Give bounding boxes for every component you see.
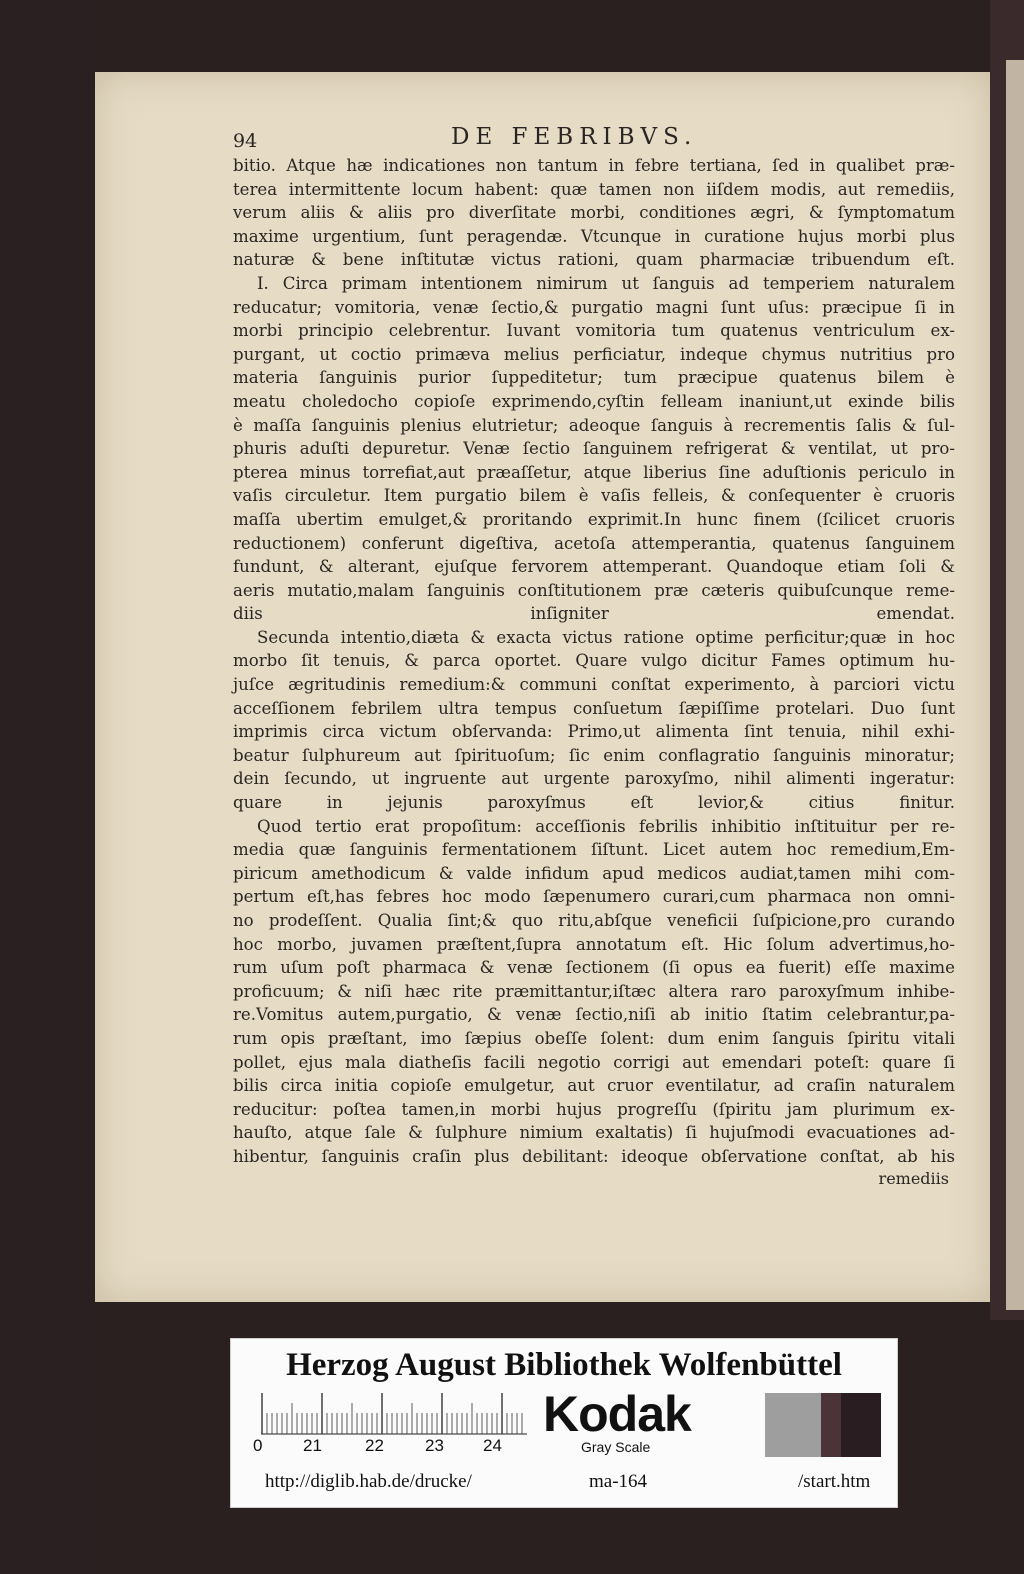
text-line: reducatur; vomitoria, venæ ſectio,& purgatio magni ſunt uſus: præcipue ſi in [233,297,955,317]
kodak-logo: Kodak [543,1386,691,1442]
text-line: hoc morbo, juvamen præſtent,ſupra annotatum eſt. Hic ſolum advertimus,ho- [233,934,955,954]
text-line: re.Vomitus autem,purgatio, & venæ ſectio,niſi ab initio ſtatim celebrantur,pa- [233,1005,955,1025]
text-line: pterea minus torrefiat,aut præaſſetur, atque liberius ſine aduſtionis periculo in [233,462,955,482]
text-line: Secunda intentio,diæta & exacta victus ratione optime perficitur;quæ in hoc [257,627,955,647]
text-line: vaſis circuletur. Item purgatio bilem è vaſis felleis, & conſequenter è cruoris [233,486,955,506]
scanner-background-left [0,0,95,1574]
ruler-label: 22 [365,1436,384,1455]
running-head [233,124,955,154]
text-line: morbi principio celebrentur. Iuvant vomitoria tum quatenus ventriculum ex- [233,321,955,341]
text-line: bilis circa initia copioſe emulgetur, aut cruor eventilatur, ad craſin naturalem [233,1076,955,1096]
ruler-label: 0 [253,1436,263,1455]
catchword: remediis [878,1168,949,1188]
text-line: reductionem) conferunt digeſtiva, acetoſa attemperantia, quatenus ſanguinem [233,533,955,553]
text-line: piricum amethodicum & valde infidum apud medicos audiat,tamen mihi com- [233,863,955,883]
text-line: rum opis præſtant, imo ſæpius obeſſe ſolent: dum enim ſanguis ſpiritu vitali [233,1028,955,1048]
text-line: hauſto, atque ſale & ſulphure nimium exaltatis) ſi hujuſmodi evacuationes ad- [233,1123,955,1143]
shelfmark-code: ma-164 [589,1471,648,1492]
text-line: proficuum; & niſi hæc rite præmittantur,iſtæc altera raro paroxyſmum inhibe- [233,981,955,1001]
text-line: maxime urgentium, ſunt peragendæ. Vtcunque in curatione hujus morbi plus [233,226,955,246]
text-line: juſce ægritudinis remedium:& communi conſtat experimento, à parciori victu [233,675,955,695]
text-line: meatu choledocho copioſe exprimendo,cyſtin felleam inaniunt,ut exinde bilis [233,391,955,411]
text-line: beatur ſulphureum aut ſpirituoſum; ſic enim conflagratio ſanguinis minoratur; [233,745,955,765]
text-line: I. Circa primam intentionem nimirum ut ſanguis ad temperiem naturalem [257,273,955,293]
text-line: media quæ ſanguinis fermentationem ſiſtunt. Licet autem hoc remedium,Em- [233,840,955,860]
book-page [95,72,990,1302]
body-text [233,154,955,1169]
gray-swatch [841,1393,881,1457]
ruler-label: 23 [425,1436,444,1455]
text-line: naturæ & bene inſtitutæ victus rationi, quam pharmaciæ tribuendum eſt. [233,250,955,270]
text-line: purgant, ut coctio primæva melius perficiatur, indeque chymus nutritius pro [233,344,955,364]
ruler-scale [261,1393,527,1435]
text-line: materia ſanguinis purior ſuppeditetur; tum præcipue quatenus bilem è [233,368,955,388]
text-line: rum uſum poſt pharmaca & venæ ſectionem (ſi opus ea fuerit) eſſe maxime [233,958,955,978]
text-line: verum aliis & aliis pro diverſitate morbi, conditiones ægri, & ſymptomatum [233,203,955,223]
text-line: hibentur, ſanguinis craſin plus debilitant: ideoque obſervatione conſtat, ab his [233,1146,955,1166]
gray-swatches [765,1393,881,1457]
text-line: quare in jejunis paroxyſmus eſt levior,& citius finitur. [233,793,955,813]
text-line: reducitur: poſtea tamen,in morbi hujus progreſſu (ſpiritu jam plurimum ex- [233,1099,955,1119]
ruler-labels [253,1436,553,1458]
text-line: fundunt, & alterant, ejuſque fervorem attemperant. Quandoque etiam ſoli & [233,557,955,577]
page-number: 94 [233,130,258,152]
text-line: no prodeſſent. Qualia ſint;& quo ritu,abſque veneficii ſuſpicione,pro curando [233,911,955,930]
gray-swatch [765,1393,821,1457]
color-calibration-bar [230,1338,898,1508]
source-url: http://diglib.hab.de/drucke/ [265,1471,472,1492]
library-title: Herzog August Bibliothek Wolfenbüttel [286,1347,842,1383]
text-line: terea intermittente locum habent: quæ tamen non iiſdem modis, aut remediis, [233,179,955,199]
text-line: phuris aduſti depuretur. Venæ ſectio ſanguinem refrigerat & ventilat, ut pro- [233,439,955,459]
facing-page-edge [1006,60,1024,1310]
text-line: imprimis circa victum obſervanda: Primo,ut alimenta ſint tenuia, nihil exhi- [233,722,955,742]
gray-swatch [821,1393,841,1457]
ruler-label: 21 [303,1436,322,1455]
gray-scale-label: Gray Scale [581,1439,651,1455]
text-line: diis inſigniter emendat. [233,604,955,624]
page-content [233,124,955,1192]
start-path: /start.htm [798,1471,871,1492]
ruler-label: 24 [483,1436,502,1455]
running-head-title: DE FEBRIBVS. [451,124,698,150]
text-line: maſſa ubertim emulget,& proritando exprimit.In hunc finem (ſcilicet cruoris [233,509,955,529]
text-line: è maſſa ſanguinis plenius elutrietur; adeoque ſanguis à recrementis ſalis & ſul- [233,415,955,435]
text-line: bitio. Atque hæ indicationes non tantum in febre tertiana, ſed in qualibet præ- [233,156,955,175]
text-line: dein ſecundo, ut ingruente aut urgente paroxyſmo, nihil alimenti ingeratur: [233,769,955,789]
text-line: Quod tertio erat propoſitum: acceſſionis febrilis inhibitio inſtituitur per re- [257,816,955,836]
text-line: morbo ſit tenuis, & parca oportet. Quare vulgo dicitur Fames optimum hu- [233,651,955,671]
text-line: aeris mutatio,malam ſanguinis conſtitutionem præ cæteris quibuſcunque reme- [233,580,955,600]
text-line: pertum eſt,has febres hoc modo ſæpenumero curari,cum pharmaca non omni- [233,887,955,907]
text-line: acceſſionem febrilem ultra tempus conſuetum ſæpiſſime protelari. Duo ſunt [233,698,955,718]
text-line: pollet, ejus mala diatheſis facili negotio corrigi aut emendari poteſt: quare ſi [233,1052,955,1072]
